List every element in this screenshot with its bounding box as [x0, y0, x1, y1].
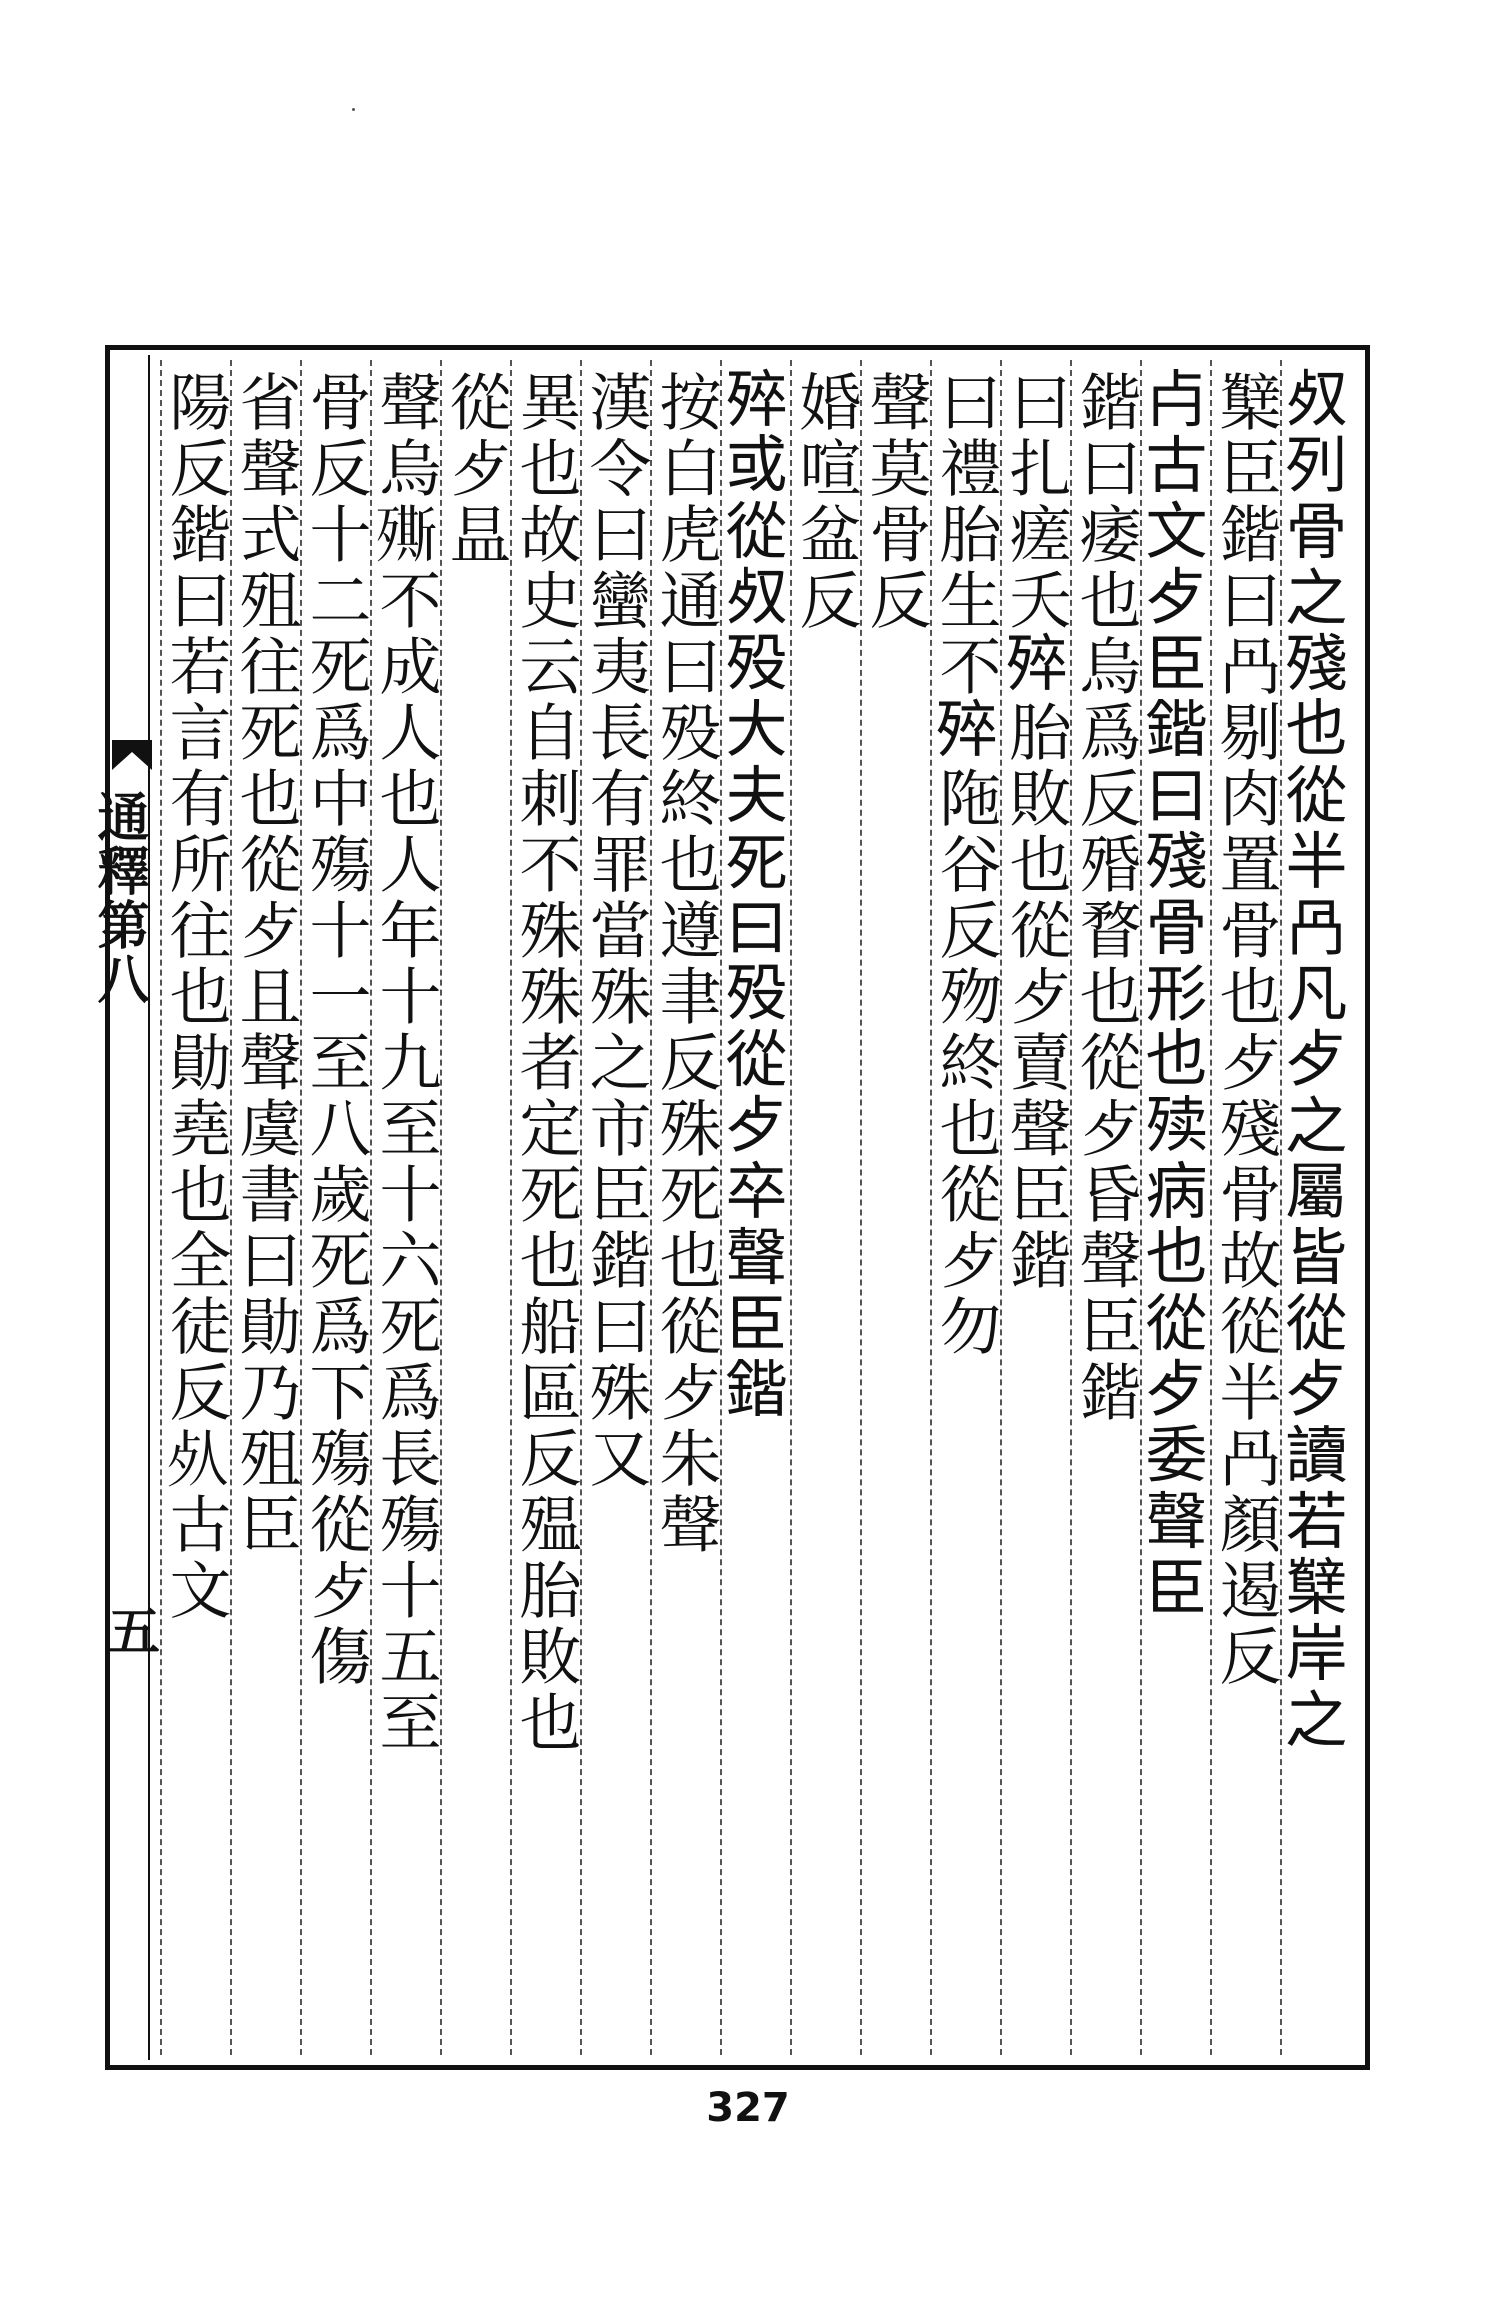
text-column	[580, 370, 650, 2050]
text-column	[1210, 370, 1280, 2050]
text-column	[860, 370, 930, 2050]
column-text: 𣦵古文歺臣鍇曰殘骨形也㱩病也從歺委聲臣	[1139, 370, 1212, 1624]
text-column	[370, 370, 440, 2050]
text-column	[1070, 370, 1140, 2050]
text-column	[1000, 370, 1070, 2050]
text-column	[720, 370, 790, 2050]
text-column	[930, 370, 1000, 2050]
column-text: 聲莫骨反	[859, 370, 932, 634]
leaf-number: 五	[108, 1602, 161, 1663]
column-text: 櫱臣鍇曰冎剔肉置骨也歺殘骨故從半冎顏遏反	[1209, 370, 1282, 1690]
ink-speck	[352, 108, 355, 111]
fore-edge-margin	[110, 355, 150, 2060]
text-column	[300, 370, 370, 2050]
column-text: 曰扎瘥夭𣨛胎敗也從歺賣聲臣鍇	[999, 370, 1072, 1294]
column-text: 異也故史云自刺不殊殊者定死也船區反殟胎敗也	[509, 370, 582, 1756]
text-column	[230, 370, 300, 2050]
column-text: 漢令曰蠻夷長有罪當殊之市臣鍇曰殊又	[579, 370, 652, 1492]
page-number: 327	[706, 2085, 790, 2131]
column-text: 𣦼列骨之殘也從半冎凡歺之屬皆從歺讀若櫱岸之	[1279, 370, 1352, 1756]
column-text: 聲烏𣩠不成人也人年十九至十六死爲長殤十五至	[369, 370, 442, 1756]
column-text: 省聲式殂往死也從歺且聲虞書曰勛乃殂臣	[229, 370, 302, 1558]
text-column	[510, 370, 580, 2050]
column-text: 曰禮胎生不𣨛陁谷反歾終也從歺勿	[929, 370, 1002, 1360]
column-text: 婚喧盆反	[789, 370, 862, 634]
text-column	[650, 370, 720, 2050]
text-column	[440, 370, 510, 2050]
text-column	[790, 370, 860, 2050]
text-column	[1280, 370, 1350, 2050]
column-text: 鍇曰痿也烏爲反殙瞀也從歺昏聲臣鍇	[1069, 370, 1142, 1426]
column-text: 按白虎通曰殁終也遵聿反殊死也從歺朱聲	[649, 370, 722, 1558]
column-text: 陽反鍇曰若言有所往也勛堯也全徒反𣦸古文	[159, 370, 232, 1624]
column-text: 𣨛或從𣦼殁大夫死曰殁從歺卒聲臣鍇	[719, 370, 792, 1426]
column-text: 骨反十二死爲中殤十一至八歲死爲下殤從歺傷	[299, 370, 372, 1690]
text-column	[1140, 370, 1210, 2050]
column-text: 從歺昷	[439, 370, 512, 568]
text-column	[160, 370, 230, 2050]
running-title: 通釋第八	[88, 790, 149, 1006]
